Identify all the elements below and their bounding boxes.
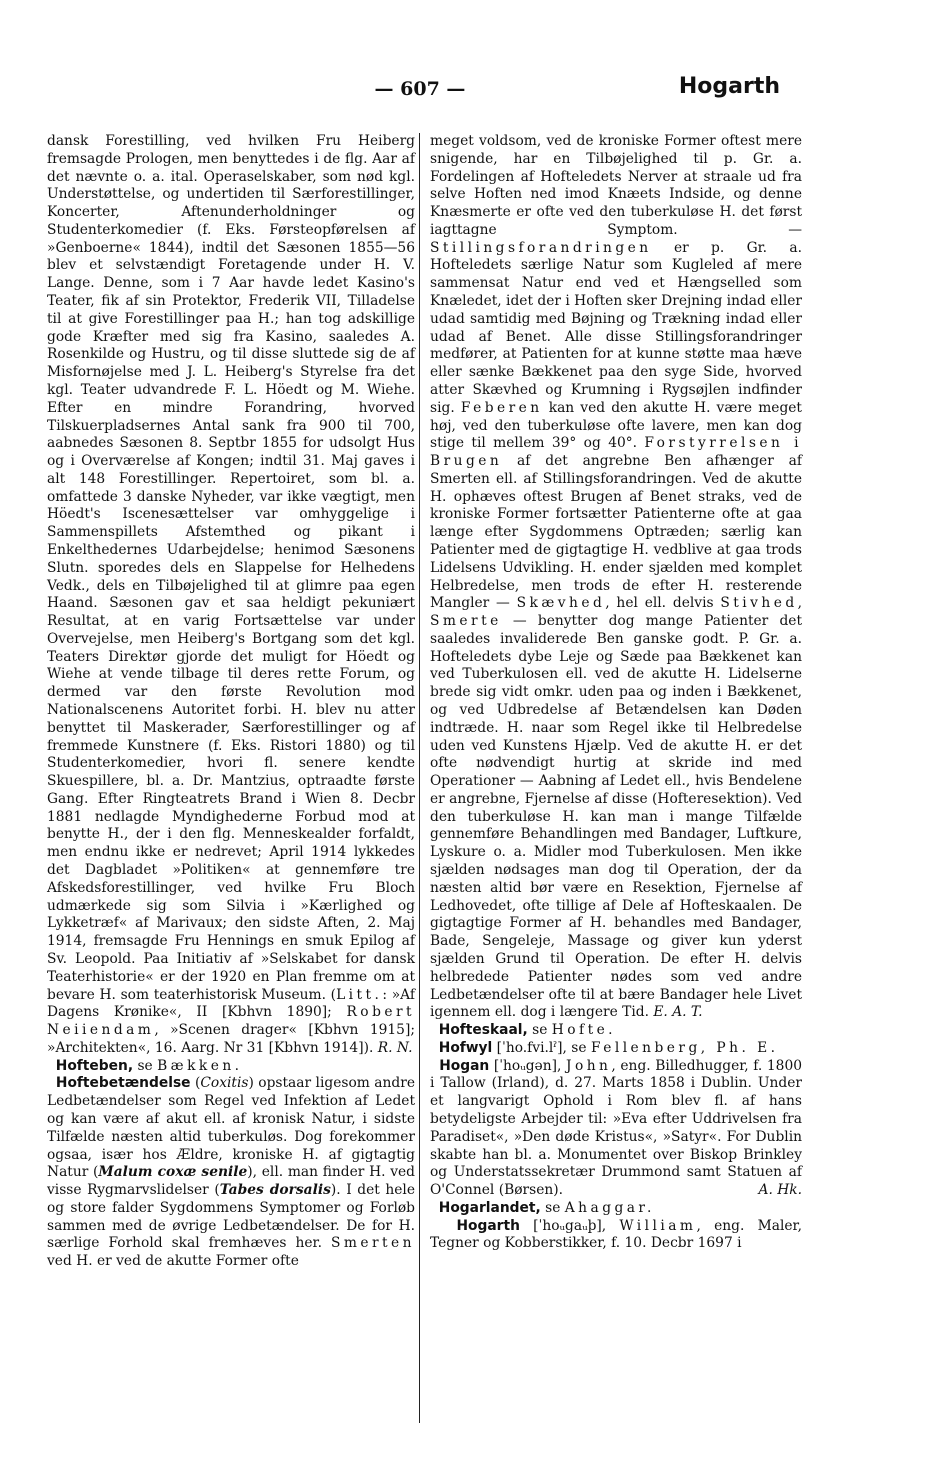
- litt-label: Litt.: [336, 986, 383, 1003]
- cross-reference: Hofte.: [551, 1022, 617, 1039]
- latin-term: Coxitis: [200, 1075, 249, 1092]
- text-run: er p. Gr. a. Hofteledets særlige Natur som Kugleled af mere sammensat Natur end ved et Hængselled som Knæledet, idet der i Hoften sker Drejning indad eller udad samtidig med Bøjning og Trækning indad eller udad af Benet. Alle disse Stillingsforandringer medfører, at Patienten for at kunne støtte maa hæve eller sænke Bækkenet paa den syge Side, hvorved atter Skævhed og Krumning i Rygsøjlen indfinder sig.: [430, 239, 803, 416]
- entry-hofteskaal: [430, 1022, 802, 1040]
- text-run: se: [540, 1199, 565, 1216]
- text-run: se: [133, 1057, 158, 1074]
- headword: Hofwyl: [438, 1039, 493, 1056]
- headword: Hogarth: [456, 1217, 520, 1234]
- person-name: John: [565, 1057, 612, 1074]
- text-run: ) opstaar ligesom andre Ledbetændelser som Regel ved Infektion af Ledet og kan være af akut ell. af kronisk Natur, i sidste Tilfælde næsten altid tuberkuløs. Dog forekommer ogsaa, især hos Ældre, kroniske H. af gigtagtig Natur (: [47, 1075, 415, 1181]
- entry-hofwyl: [430, 1040, 802, 1058]
- entry-hogan: [430, 1058, 802, 1200]
- entry-hoftebetaendelse: [47, 1075, 415, 1271]
- right-column: [430, 133, 802, 1253]
- text-run: , hel ell. delvis: [605, 595, 721, 612]
- text-run: , eng. Billedhugger, f. 1800 i Tallow (Irland), d. 27. Marts 1858 i Dublin. Under et langvarigt Ophold i Rom blev fl. af hans betydeligste Arbejder til: »Eva efter Uddrivelsen fra Paradiset«, »Den døde Kristus«, »Satyr«. For Dublin skabte han bl. a. Monumentet over Biskop Brinkley og Understatssekretær Drummond samt Statuen af O'Connel (Børsen).: [430, 1057, 803, 1199]
- entry-hogarth: [430, 1218, 802, 1254]
- text-run: (: [190, 1075, 201, 1092]
- column-divider: [419, 133, 420, 1423]
- author-name: Robert Neiiendam: [47, 1004, 415, 1039]
- hofte-teater-continuation: [47, 133, 415, 1058]
- text-run: af det angrebne Ben afhænger af Smerten ell. af Stillingsforandringen. Ved de akutte H. ophæves oftest Brugen af Benet straks, ved de kroniske Former fortsætter Patienterne ofte at gaa længe efter Sygdommens Optræden; særlig kan Patienter med de gigtagtige H. vedblive at gaa trods Lidelsens Udvikling. H. ender sjælden med komplet Helbredelse, men trods de efter H. resterende Mangler —: [430, 453, 802, 612]
- cross-reference: Fellenberg, Ph. E.: [590, 1039, 779, 1056]
- page-number: — 607 —: [374, 78, 466, 100]
- latin-term: Tabes dorsalis: [219, 1182, 331, 1199]
- spaced-term: Stivhed: [720, 595, 798, 612]
- spaced-term: Skævhed: [516, 595, 606, 612]
- spaced-term: Feberen: [460, 399, 543, 416]
- text-run: , eng. Maler, Tegner og Kobberstikker, f. 10. Decbr 1697 i: [430, 1217, 802, 1252]
- person-name: William: [619, 1217, 697, 1234]
- text-run: meget voldsom, ved de kroniske Former oftest mere snigende, har en Tilbøjelighed til p. Gr. a. Fordelingen af Hofteledets Nerver at straale ud fra selve Hoften ned imod Knæets Indside, og denne Knæsmerte er ofte ved den tuberkuløse H. det først iagttagne Symptom. —: [430, 133, 802, 238]
- text-run: ,: [797, 595, 803, 612]
- headword: Hofteskaal,: [438, 1022, 528, 1039]
- text-run: [ˈhoᵤgaᵤþ],: [519, 1217, 620, 1234]
- headword: Hogarlandet,: [438, 1199, 541, 1216]
- spaced-term: Smerte: [430, 613, 502, 630]
- cross-reference: Bækken.: [157, 1057, 243, 1074]
- headword: Hoftebetændelse: [55, 1075, 191, 1092]
- signature: R. N.: [377, 1039, 413, 1056]
- cross-reference: Ahaggar.: [564, 1199, 655, 1216]
- text-run: dansk Forestilling, ved hvilken Fru Heiberg fremsagde Prologen, men benyttedes i de flg. Aar af det nævnte o. a. ital. Operaselskaber, som nød kgl. Understøttelse, og undertiden til Særforestillinger, Koncerter, Aftenunderholdninger og Studenterkomedier (f. Eks. Førsteopførelsen af »Genboerne« 1844), indtil det Sæsonen 1855—56 blev et selvstændigt Foretagende under H. V. Lange. Denne, som i 7 Aar havde ledet Kasino's Teater, fik af sin Protektor, Frederik VII, Tilladelse til at give Forestillinger paa H.; han tog adskillige gode Kræfter med sig fra Kasino, saaledes A. Rosenkilde og Hustru, og til disse sluttede sig de af Misfornøjelse med J. L. Heiberg's Styrelse fra det kgl. Teater udvandrede F. L. Höedt og M. Wiehe. Efter en mindre Forandring, hvorved Tilskuerpladsernes Antal sank fra 900 til 700, aabnedes Sæsonen 8. Septbr 1855 for udsolgt Hus og i Overværelse af Kongen; indtil 31. Maj gaves i alt 148 Forestillinger. Repertoiret, som bl. a. omfattede 3 danske Nyheder, var ikke vægtigt, men Höedt's Iscenesættelser var omhyggelige i Sammenspillets Afstemthed og pikant i Enkelthedernes Udarbejdelse; henimod Sæsonens Slutn. sporedes dels en Slappelse for Helhedens Vedk., dels en Tilbøjelighed til at glimre paa egen Haand. Sæsonen gav et saa heldigt pekuniært Resultat, at en varig Fortsættelse var under Overvejelse, men Heiberg's Bortgang som det kgl. Teaters Direktør gjorde det muligt for Höedt og Wiehe at vende tilbage til deres rette Forum, og dermed var den første Revolution mod Nationalscenens Autoritet forbi. H. blev nu atter benyttet til Maskerader, Særforestillinger og af fremmede Kunstnere (f. Eks. Ristori 1880) og til Studenterkomedier, hvori fl. senere kendte Skuespillere, bl. a. Dr. Mantzius, optraadte første Gang. Efter Ringteatrets Brand i Wien 8. Decbr 1881 nedlagde Myndighederne Forbud mod at benytte H., der i den flg. Menneskealder forfaldt, men endnu ikke er nedrevet; April 1914 lykkedes det Dagbladet »Politiken« at gennemføre tre Afskedsforestillinger, ved hvilke Fru Bloch udmærkede sig som Silvia i »Kærlighed og Lykketræf« af Marivaux; den sidste Aften, 2. Maj 1914, fremsagde Fru Hennings en smuk Epilog af Sv. Leopold. Paa Initiativ af »Selskabet for dansk Teaterhistorie« er der 1920 en Plan fremme om at bevare H. som teaterhistorisk Museum. (: [47, 133, 415, 1003]
- left-column: [47, 133, 415, 1271]
- text-run: ), ell. man finder H. ved visse Rygmarvslidelser (: [47, 1164, 416, 1199]
- running-head: Hogarth: [678, 74, 780, 99]
- latin-term: Malum coxæ senile: [98, 1164, 248, 1181]
- text-run: ved H. er ved de akutte Former ofte: [47, 1253, 299, 1270]
- headword: Hogan: [439, 1057, 490, 1074]
- text-run: [ˈho.fvi.lˀ], se: [492, 1039, 591, 1056]
- signature: E. A. T.: [653, 1004, 703, 1021]
- text-run: — benytter dog mange Patienter det saaledes invaliderede Ben ganske godt. P. Gr. a. Hofteledets dybe Leje og Sæde paa Bækkenet kan ved Tuberkulosen ell. ved de akutte H. Lidelserne brede sig vidt omkr. uden paa og inden i Bækkenet, og ved Udbredelse af Betændelsen kan Døden indtræde. H. naar som Regel ikke til Helbredelse uden ved Kunstens Hjælp. Ved de akutte H. er det ofte nødvendigt hurtig at skride ind med Operationer — Aabning af Ledet ell., hvis Bendelene er angrebne, Fjernelse af disse (Hofteresektion). Ved den tuberkuløse H. kan man i mange Tilfælde gennemføre Behandlingen med Bandager, Luftkure, Lyskure o. a. Midler mod Tuberkulosen. Men ikke sjælden nødsages man dog til Operation, der da næsten altid bør være en Resektion, Fjernelse af Ledhovedet, ofte tillige af Dele af Hofteskaalen. De gigtagtige Former af H. behandles med Bandager, Bade, Sengeleje, Massage og giver kun yderst sjælden Grund til Operation. De efter H. delvis helbredede Patienter nødes som ved andre Ledbetændelser ofte til at bære Bandager hele Livet igennem ell. dog i længere Tid.: [430, 613, 802, 1021]
- signature: A. Hk.: [758, 1182, 802, 1199]
- text-run: , »Scenen drager« [Kbhvn 1915]; »Architekten«, 16. Aarg. Nr 31 [Kbhvn 1914]).: [47, 1022, 415, 1056]
- spaced-term: Smerten: [330, 1235, 415, 1252]
- entry-hogarlandet: [430, 1200, 802, 1218]
- text-run: [ˈhoᵤgən],: [489, 1057, 566, 1074]
- spaced-term: Stillingsforandringen: [430, 239, 652, 256]
- text-run: ). I det hele og store falder Sygdommens Symptomer og Forløb sammen med de øvrige Ledbetændelser. De for H. særlige Forhold skal fremhæves her.: [47, 1182, 415, 1252]
- text-run: se: [527, 1022, 552, 1039]
- text-run: kan ved den akutte H. være meget høj, ved den tuberkuløse ofte lavere, men kan dog stige til mellem 39° og 40°.: [430, 399, 802, 452]
- spaced-term: Forstyrrelsen i Brugen: [430, 435, 802, 470]
- text-run: : »Af Dagens Krønike«, II [Kbhvn 1890];: [47, 986, 415, 1021]
- headword: Hofteben,: [55, 1057, 134, 1074]
- entry-hofteben: [47, 1058, 415, 1076]
- hoftebetaendelse-continuation: [430, 133, 802, 1022]
